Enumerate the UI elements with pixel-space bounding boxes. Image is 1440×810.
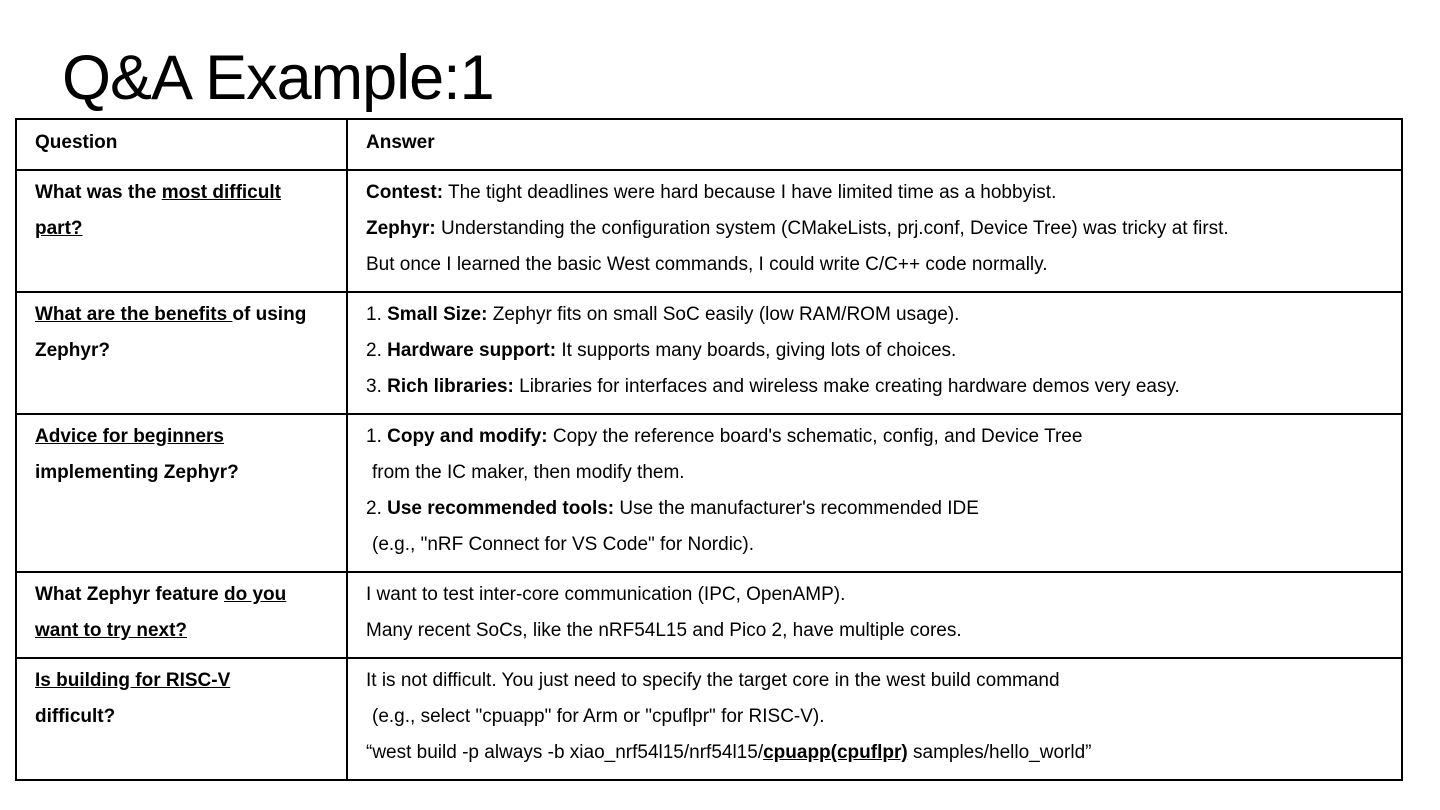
- answer-label: Small Size:: [387, 304, 488, 325]
- answer-cell: [347, 170, 1402, 292]
- answer-cell: [347, 292, 1402, 414]
- command-prefix: “west build -p always -b xiao_nrf54l15/nrf54l15/: [366, 742, 764, 763]
- question-underlined: What are the benefits: [35, 304, 233, 325]
- answer-line: I want to test inter-core communication (IPC, OpenAMP).: [366, 584, 846, 605]
- question-text: What was the: [35, 182, 162, 203]
- question-cell: [16, 414, 347, 572]
- question-underlined: do you want to try next?: [35, 584, 287, 641]
- answer-line: [366, 175, 1383, 211]
- answer-number: 1.: [366, 304, 388, 325]
- answer-text: Use the manufacturer's recommended IDE: [614, 498, 979, 519]
- table-row: [16, 292, 1402, 414]
- header-answer: Answer: [347, 119, 1402, 170]
- answer-text: Libraries for interfaces and wireless make creating hardware demos very easy.: [513, 376, 1180, 397]
- table-row: [16, 658, 1402, 780]
- question-cell: [16, 292, 347, 414]
- answer-line: [366, 419, 1383, 455]
- answer-cell: [347, 572, 1402, 658]
- answer-line: [366, 369, 1383, 405]
- header-question: Question: [16, 119, 347, 170]
- table-row: [16, 572, 1402, 658]
- question-underlined: most difficult part?: [35, 182, 281, 239]
- answer-line: [366, 333, 1383, 369]
- question-text: of using Zephyr?: [35, 304, 307, 361]
- table-row: [16, 414, 1402, 572]
- answer-label: Rich libraries:: [387, 376, 514, 397]
- answer-text: Understanding the configuration system (CMakeLists, prj.conf, Device Tree) was tricky at first.: [435, 218, 1229, 239]
- answer-label: Zephyr:: [366, 218, 436, 239]
- qa-table: [15, 118, 1403, 781]
- answer-label: Contest:: [366, 182, 444, 203]
- answer-text: Zephyr fits on small SoC easily (low RAM/ROM usage).: [487, 304, 960, 325]
- question-underlined: Is building for RISC-V: [35, 670, 231, 691]
- answer-number: 1.: [366, 426, 388, 447]
- slide-title: Q&A Example:1: [62, 43, 494, 113]
- answer-number: 2.: [366, 340, 388, 361]
- answer-line: But once I learned the basic West commands, I could write C/C++ code normally.: [366, 254, 1048, 275]
- answer-number: 3.: [366, 376, 388, 397]
- answer-line: It is not difficult. You just need to specify the target core in the west build command: [366, 670, 1060, 691]
- question-cell: [16, 658, 347, 780]
- answer-text: The tight deadlines were hard because I have limited time as a hobbyist.: [443, 182, 1057, 203]
- question-text: What Zephyr feature: [35, 584, 224, 605]
- question-underlined: Advice for beginners: [35, 426, 224, 447]
- answer-line: [366, 735, 1383, 771]
- answer-line-continued: from the IC maker, then modify them.: [372, 462, 685, 483]
- answer-line: [366, 211, 1383, 247]
- answer-text: It supports many boards, giving lots of choices.: [556, 340, 957, 361]
- answer-text: Copy the reference board's schematic, config, and Device Tree: [547, 426, 1083, 447]
- answer-line-continued: (e.g., "nRF Connect for VS Code" for Nordic).: [372, 534, 755, 555]
- answer-line: [366, 297, 1383, 333]
- question-text: implementing Zephyr?: [35, 462, 239, 483]
- answer-label: Copy and modify:: [387, 426, 548, 447]
- table-header-row: [16, 119, 1402, 170]
- answer-label: Hardware support:: [387, 340, 557, 361]
- answer-cell: [347, 658, 1402, 780]
- command-suffix: samples/hello_world”: [907, 742, 1092, 763]
- table-row: [16, 170, 1402, 292]
- question-cell: [16, 170, 347, 292]
- answer-line-continued: (e.g., select "cpuapp" for Arm or "cpuflpr" for RISC-V).: [372, 706, 825, 727]
- answer-number: 2.: [366, 498, 388, 519]
- answer-cell: [347, 414, 1402, 572]
- question-text: difficult?: [35, 706, 116, 727]
- answer-line: Many recent SoCs, like the nRF54L15 and Pico 2, have multiple cores.: [366, 620, 962, 641]
- question-cell: [16, 572, 347, 658]
- answer-label: Use recommended tools:: [387, 498, 615, 519]
- command-target: cpuapp(cpuflpr): [763, 742, 908, 763]
- answer-line: [366, 491, 1383, 527]
